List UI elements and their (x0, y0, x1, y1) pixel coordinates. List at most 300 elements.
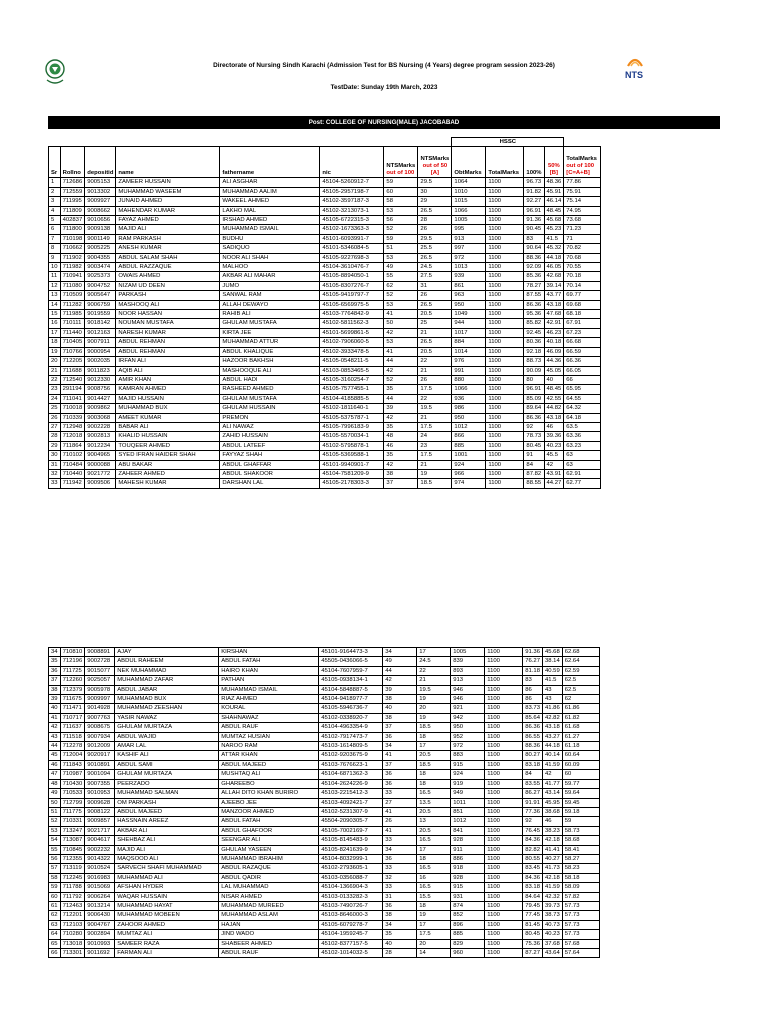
cell-depositid: 9007911 (85, 338, 116, 347)
col-obtmarks: ObtMarks (452, 147, 486, 178)
cell-fathername: JUMO (220, 281, 320, 290)
cell-name: MUHAMMAD BUX (116, 404, 220, 413)
cell-rollno: 710484 (60, 460, 85, 469)
cell-percent-100: 91 (524, 451, 544, 460)
cell-nic: 45103-0853465-5 (320, 366, 384, 375)
cell-nts-50: 28 (418, 216, 452, 225)
cell-nic: 45102-8377157-5 (319, 939, 383, 948)
cell-depositid: 9008891 (85, 648, 115, 657)
cell-fathername: ABDUL MAJEED (219, 760, 319, 769)
cell-percent-50: 40.23 (542, 930, 562, 939)
col-nts-marks-label: NTSMarks (386, 163, 416, 170)
cell-obtmarks: 1066 (452, 206, 486, 215)
cell-sr: 28 (49, 432, 61, 441)
cell-nic: 45104-4185885-5 (320, 394, 384, 403)
cell-totalmarks: 1100 (486, 404, 524, 413)
cell-totalmarks: 1100 (485, 704, 523, 713)
cell-name: MUHAMMAD ALI (115, 873, 219, 882)
cell-name: ZAHEER AHMED (116, 469, 220, 478)
cell-rollno: 712948 (60, 422, 85, 431)
cell-obtmarks: 960 (451, 949, 485, 958)
cell-nic: 45101-5346084-5 (320, 244, 384, 253)
cell-sr: 15 (49, 310, 61, 319)
cell-total-marks: 59 (562, 817, 599, 826)
cell-obtmarks: 924 (452, 460, 486, 469)
cell-percent-100: 82.82 (523, 845, 543, 854)
cell-nts-50: 29.5 (418, 234, 452, 243)
cell-fathername: ABDUL QADIR (219, 873, 319, 882)
cell-depositid: 9014427 (85, 394, 116, 403)
cell-nts-50: 21 (418, 366, 452, 375)
cell-nts-50: 18 (417, 732, 451, 741)
cell-sr: 5 (49, 216, 61, 225)
cell-nic: 45104-7607959-7 (319, 666, 383, 675)
cell-total-marks: 60.09 (562, 760, 599, 769)
cell-sr: 8 (49, 244, 61, 253)
cell-obtmarks: 921 (451, 704, 485, 713)
cell-nts-50: 17 (417, 920, 451, 929)
cell-name: NOOR HASSAN (116, 310, 220, 319)
cell-total-marks: 63.23 (564, 441, 601, 450)
cell-percent-100: 86.36 (524, 413, 544, 422)
cell-obtmarks: 896 (451, 920, 485, 929)
cell-total-marks: 77.86 (564, 178, 601, 187)
cell-total-marks: 75.91 (564, 187, 601, 196)
cell-obtmarks: 991 (452, 366, 486, 375)
cell-obtmarks: 997 (452, 244, 486, 253)
cell-rollno: 711775 (60, 807, 85, 816)
cell-nts-100: 38 (383, 713, 417, 722)
table-row (49, 685, 600, 694)
cell-fathername: ABDUL GHAFFAR (220, 460, 320, 469)
table-row (49, 836, 600, 845)
cell-nts-50: 16.5 (417, 836, 451, 845)
cell-nts-50: 27.5 (418, 272, 452, 281)
cell-rollno: 712103 (60, 920, 85, 929)
cell-totalmarks: 1100 (486, 206, 524, 215)
cell-name: TOUQEER AHMED (116, 441, 220, 450)
cell-nts-50: 26.5 (418, 206, 452, 215)
cell-total-marks: 62.68 (562, 648, 599, 657)
cell-depositid: 9007763 (85, 713, 115, 722)
cell-nts-50: 18.5 (418, 479, 452, 488)
cell-total-marks: 70.14 (564, 281, 601, 290)
cell-rollno: 711809 (60, 206, 85, 215)
cell-percent-50: 42 (544, 460, 564, 469)
cell-obtmarks: 1012 (451, 817, 485, 826)
cell-totalmarks: 1100 (485, 732, 523, 741)
cell-percent-50: 38.14 (542, 657, 562, 666)
cell-rollno: 711843 (60, 760, 85, 769)
nts-logo-icon (622, 56, 648, 82)
cell-sr: 53 (49, 826, 61, 835)
cell-percent-100: 80.27 (523, 751, 543, 760)
col-out-of-50: out of 50 (422, 163, 448, 170)
cell-depositid: 9008122 (85, 807, 115, 816)
cell-depositid: 9009628 (85, 798, 115, 807)
cell-fathername: ALI ASGHAR (220, 178, 320, 187)
cell-depositid: 9004767 (85, 920, 115, 929)
cell-percent-50: 48.36 (544, 178, 564, 187)
cell-rollno: 710987 (60, 770, 85, 779)
table-row (49, 366, 601, 375)
cell-depositid: 9009997 (85, 695, 115, 704)
cell-name: AJAY (115, 648, 219, 657)
cell-obtmarks: 1064 (452, 178, 486, 187)
cell-nts-100: 33 (383, 864, 417, 873)
cell-name: MUHAMMAD ZEESHAN (115, 704, 219, 713)
cell-percent-50: 43 (542, 695, 562, 704)
cell-obtmarks: 946 (451, 685, 485, 694)
cell-percent-50: 39.14 (544, 281, 564, 290)
cell-fathername: DARSHAN LAL (220, 479, 320, 488)
cell-percent-100: 77.36 (523, 807, 543, 816)
cell-sr: 64 (49, 930, 61, 939)
cell-totalmarks: 1100 (485, 760, 523, 769)
cell-totalmarks: 1100 (486, 319, 524, 328)
cell-percent-100: 92 (524, 422, 544, 431)
cell-fathername: AJEEBO JEE (219, 798, 319, 807)
cell-total-marks: 73.68 (564, 216, 601, 225)
cell-obtmarks: 913 (451, 676, 485, 685)
cell-percent-50: 40.18 (544, 338, 564, 347)
cell-name: AFSHAN HYDER (115, 883, 219, 892)
cell-total-marks: 64.32 (564, 404, 601, 413)
cell-percent-50: 43.18 (544, 300, 564, 309)
cell-fathername: MUHAMMAD IBRAHIM (219, 854, 319, 863)
cell-percent-50: 44.18 (544, 253, 564, 262)
cell-fathername: ABDUL LATEEF (220, 441, 320, 450)
cell-total-marks: 57.82 (562, 892, 599, 901)
cell-name: ABDUL REHMAN (116, 347, 220, 356)
cell-name: AMEET KUMAR (116, 413, 220, 422)
cell-nts-100: 42 (384, 413, 418, 422)
cell-total-marks: 62 (562, 695, 599, 704)
cell-sr: 21 (49, 366, 61, 375)
cell-obtmarks: 974 (452, 479, 486, 488)
cell-percent-100: 86.55 (523, 732, 543, 741)
cell-total-marks: 58.23 (562, 864, 599, 873)
cell-nts-50: 23 (418, 441, 452, 450)
cell-total-marks: 63 (564, 451, 601, 460)
cell-nts-50: 16.5 (417, 864, 451, 873)
cell-total-marks: 75.14 (564, 197, 601, 206)
cell-nts-50: 25 (418, 319, 452, 328)
cell-nic: 45104-5848887-5 (319, 685, 383, 694)
cell-sr: 6 (49, 225, 61, 234)
cell-nts-100: 36 (383, 732, 417, 741)
sindh-government-logo-icon (44, 56, 66, 86)
table-row (49, 873, 600, 882)
cell-fathername: MUSHTAQ ALI (219, 770, 319, 779)
cell-depositid: 9004355 (85, 253, 116, 262)
cell-nts-50: 24.5 (418, 263, 452, 272)
cell-nts-100: 53 (384, 338, 418, 347)
cell-sr: 40 (49, 704, 61, 713)
cell-total-marks: 67.23 (564, 328, 601, 337)
cell-nic: 45104-7581209-9 (320, 469, 384, 478)
cell-nts-100: 36 (383, 770, 417, 779)
cell-total-marks: 61.27 (562, 732, 599, 741)
table-row (49, 347, 601, 356)
cell-percent-100: 90.09 (524, 366, 544, 375)
cell-totalmarks: 1100 (485, 723, 523, 732)
cell-nts-100: 39 (384, 404, 418, 413)
cell-obtmarks: 1013 (452, 263, 486, 272)
col-nts-marks-b-label: NTSMarks (420, 156, 450, 163)
cell-fathername: ATTAR KHAN (219, 751, 319, 760)
table-row (49, 704, 600, 713)
test-date: TestDate: Sunday 19th March, 2023 (330, 84, 438, 91)
table-row (49, 394, 601, 403)
cell-nic: 45105-5570034-1 (320, 432, 384, 441)
cell-nic: 45102-1014032-5 (319, 949, 383, 958)
cell-depositid: 9014322 (85, 854, 115, 863)
cell-nts-50: 22 (417, 666, 451, 675)
cell-nts-50: 29 (418, 197, 452, 206)
cell-nts-50: 17 (417, 845, 451, 854)
cell-nts-50: 18 (417, 770, 451, 779)
cell-depositid: 9025057 (85, 676, 115, 685)
cell-obtmarks: 1015 (452, 197, 486, 206)
table-row (49, 949, 600, 958)
cell-nts-100: 49 (383, 657, 417, 666)
table-row (49, 883, 600, 892)
cell-total-marks: 66.36 (564, 357, 601, 366)
cell-obtmarks: 829 (451, 939, 485, 948)
cell-percent-100: 78.27 (524, 281, 544, 290)
cell-totalmarks: 1100 (485, 864, 523, 873)
cell-rollno: 710280 (60, 930, 85, 939)
table-row (49, 385, 601, 394)
cell-sr: 56 (49, 854, 61, 863)
cell-totalmarks: 1100 (486, 347, 524, 356)
cell-percent-100: 84.64 (523, 892, 543, 901)
nts-logo-text: NTS (625, 70, 643, 80)
cell-percent-100: 86.36 (524, 300, 544, 309)
cell-nts-50: 17 (417, 742, 451, 751)
cell-name: ABDUL SAMI (115, 760, 219, 769)
cell-fathername: MUHAMMAD ASLAM (219, 911, 319, 920)
cell-nic: 45103-7676623-1 (319, 760, 383, 769)
col-nts-marks-100 (384, 147, 418, 178)
cell-percent-100: 86 (523, 695, 543, 704)
cell-nic: 45101-9940901-7 (320, 460, 384, 469)
cell-name: JUNAID AHMED (116, 197, 220, 206)
cell-nts-100: 59 (384, 234, 418, 243)
cell-sr: 48 (49, 779, 61, 788)
cell-fathername: ABDUL SHAKOOR (220, 469, 320, 478)
cell-nts-50: 16.5 (417, 883, 451, 892)
cell-total-marks: 65.95 (564, 385, 601, 394)
cell-total-marks: 70.82 (564, 244, 601, 253)
table-row (49, 657, 600, 666)
cell-nts-100: 53 (384, 253, 418, 262)
table-row (49, 854, 600, 863)
cell-fathername: ABDUL HADI (220, 375, 320, 384)
cell-sr: 30 (49, 451, 61, 460)
cell-fathername: GHULAM MUSTAFA (220, 319, 320, 328)
cell-nic: 45102-7917473-7 (319, 732, 383, 741)
cell-nts-100: 44 (384, 357, 418, 366)
cell-percent-50: 39.36 (544, 432, 564, 441)
cell-name: AMIR KHAN (116, 375, 220, 384)
cell-total-marks: 62.5 (562, 685, 599, 694)
cell-fathername: BUDHU (220, 234, 320, 243)
table-row (49, 404, 601, 413)
table-row (49, 291, 601, 300)
cell-name: NOUMAN MUSTAFA (116, 319, 220, 328)
cell-depositid: 9007355 (85, 779, 115, 788)
cell-percent-100: 79.45 (523, 901, 543, 910)
cell-total-marks: 69.68 (564, 300, 601, 309)
cell-percent-50: 40.59 (542, 666, 562, 675)
cell-obtmarks: 950 (452, 413, 486, 422)
cell-percent-100: 80.45 (524, 441, 544, 450)
cell-rollno: 402837 (60, 216, 85, 225)
table-row (49, 666, 600, 675)
cell-percent-50: 41.59 (542, 883, 562, 892)
cell-name: MAJID ALI (115, 845, 219, 854)
cell-nic: 45105-2178303-3 (320, 479, 384, 488)
cell-obtmarks: 966 (452, 469, 486, 478)
cell-nts-50: 19 (417, 695, 451, 704)
cell-depositid: 9012330 (85, 375, 116, 384)
cell-depositid: 9002228 (85, 422, 116, 431)
cell-sr: 1 (49, 178, 61, 187)
cell-obtmarks: 972 (451, 742, 485, 751)
cell-fathername: GHULAM MUSTAFA (220, 394, 320, 403)
cell-depositid: 9003474 (85, 263, 116, 272)
cell-nic: 45103-7490726-7 (319, 901, 383, 910)
cell-obtmarks: 963 (452, 291, 486, 300)
cell-rollno: 710440 (60, 469, 85, 478)
cell-depositid: 9012163 (85, 328, 116, 337)
cell-name: KASHIF ALI (115, 751, 219, 760)
cell-nts-100: 40 (383, 939, 417, 948)
cell-percent-100: 89.64 (524, 404, 544, 413)
cell-depositid: 9020917 (85, 751, 115, 760)
col-depositid: depositid (85, 147, 116, 178)
cell-obtmarks: 884 (452, 338, 486, 347)
cell-sr: 37 (49, 676, 61, 685)
cell-obtmarks: 918 (451, 864, 485, 873)
cell-total-marks: 57.64 (562, 949, 599, 958)
cell-rollno: 711985 (60, 310, 85, 319)
cell-name: MUHAMMAD ZAFAR (115, 676, 219, 685)
cell-fathername: NAROO RAM (219, 742, 319, 751)
cell-total-marks: 71 (564, 234, 601, 243)
cell-fathername: PATHAN (219, 676, 319, 685)
cell-total-marks: 64.18 (564, 413, 601, 422)
cell-rollno: 711080 (60, 281, 85, 290)
cell-total-marks: 67.91 (564, 319, 601, 328)
cell-percent-100: 88.73 (524, 357, 544, 366)
cell-percent-50: 48.45 (544, 206, 564, 215)
cell-rollno: 712245 (60, 873, 85, 882)
cell-percent-100: 86 (523, 685, 543, 694)
cell-nts-100: 41 (383, 807, 417, 816)
cell-name: YASIR NAWAZ (115, 713, 219, 722)
cell-percent-50: 43.14 (542, 789, 562, 798)
cell-sr: 19 (49, 347, 61, 356)
cell-depositid: 9014928 (85, 704, 115, 713)
cell-nts-100: 53 (384, 300, 418, 309)
cell-nts-100: 37 (383, 723, 417, 732)
cell-rollno: 711942 (60, 479, 85, 488)
cell-totalmarks: 1100 (486, 244, 524, 253)
table-row (49, 845, 600, 854)
cell-name: FARMAN ALI (115, 949, 219, 958)
cell-name: RAM PARKASH (116, 234, 220, 243)
cell-name: PARKASH (116, 291, 220, 300)
cell-name: MAHENDAR KUMAR (116, 206, 220, 215)
cell-sr: 16 (49, 319, 61, 328)
cell-depositid: 9010656 (85, 216, 116, 225)
cell-percent-50: 45.23 (544, 225, 564, 234)
cell-nts-50: 21 (418, 460, 452, 469)
cell-sr: 44 (49, 742, 61, 751)
cell-totalmarks: 1100 (485, 779, 523, 788)
cell-obtmarks: 1066 (452, 385, 486, 394)
cell-nic: 45103-7764842-9 (320, 310, 384, 319)
cell-percent-100: 85.82 (524, 319, 544, 328)
table-row (49, 807, 600, 816)
col-50-label: 50% (547, 163, 560, 170)
cell-name: MUHAMMAD WASEEM (116, 187, 220, 196)
cell-obtmarks: 885 (451, 930, 485, 939)
cell-nts-50: 26.5 (418, 253, 452, 262)
cell-percent-50: 44.18 (542, 742, 562, 751)
cell-sr: 45 (49, 751, 61, 760)
cell-depositid: 9000088 (85, 460, 116, 469)
table-row (49, 469, 601, 478)
cell-rollno: 710845 (60, 845, 85, 854)
cell-fathername: RASHEED AHMED (220, 385, 320, 394)
cell-depositid: 9012009 (85, 742, 115, 751)
cell-name: ZAHOOR AHMED (115, 920, 219, 929)
cell-obtmarks: 1005 (452, 216, 486, 225)
cell-percent-100: 84.36 (523, 873, 543, 882)
cell-totalmarks: 1100 (486, 460, 524, 469)
cell-depositid: 9000954 (85, 347, 116, 356)
cell-rollno: 711725 (60, 666, 85, 675)
cell-sr: 42 (49, 723, 61, 732)
cell-percent-100: 76.45 (523, 826, 543, 835)
cell-total-marks: 57.73 (562, 930, 599, 939)
cell-percent-50: 46.14 (544, 197, 564, 206)
cell-nic: 45103-4092421-7 (319, 798, 383, 807)
cell-totalmarks: 1100 (486, 300, 524, 309)
cell-obtmarks: 915 (451, 883, 485, 892)
cell-nic: 45101-5699861-5 (320, 328, 384, 337)
cell-nic: 45105-8307276-7 (320, 281, 384, 290)
cell-percent-100: 83.18 (523, 883, 543, 892)
cell-sr: 17 (49, 328, 61, 337)
cell-totalmarks: 1100 (486, 234, 524, 243)
cell-totalmarks: 1100 (486, 366, 524, 375)
cell-depositid: 9005153 (85, 178, 116, 187)
cell-nts-100: 36 (383, 901, 417, 910)
cell-sr: 22 (49, 375, 61, 384)
cell-total-marks: 59.18 (562, 807, 599, 816)
cell-depositid: 9021772 (85, 469, 116, 478)
cell-sr: 47 (49, 770, 61, 779)
cell-total-marks: 66.59 (564, 347, 601, 356)
cell-total-marks: 62.64 (562, 657, 599, 666)
cell-obtmarks: 883 (451, 751, 485, 760)
cell-percent-100: 84 (524, 460, 544, 469)
